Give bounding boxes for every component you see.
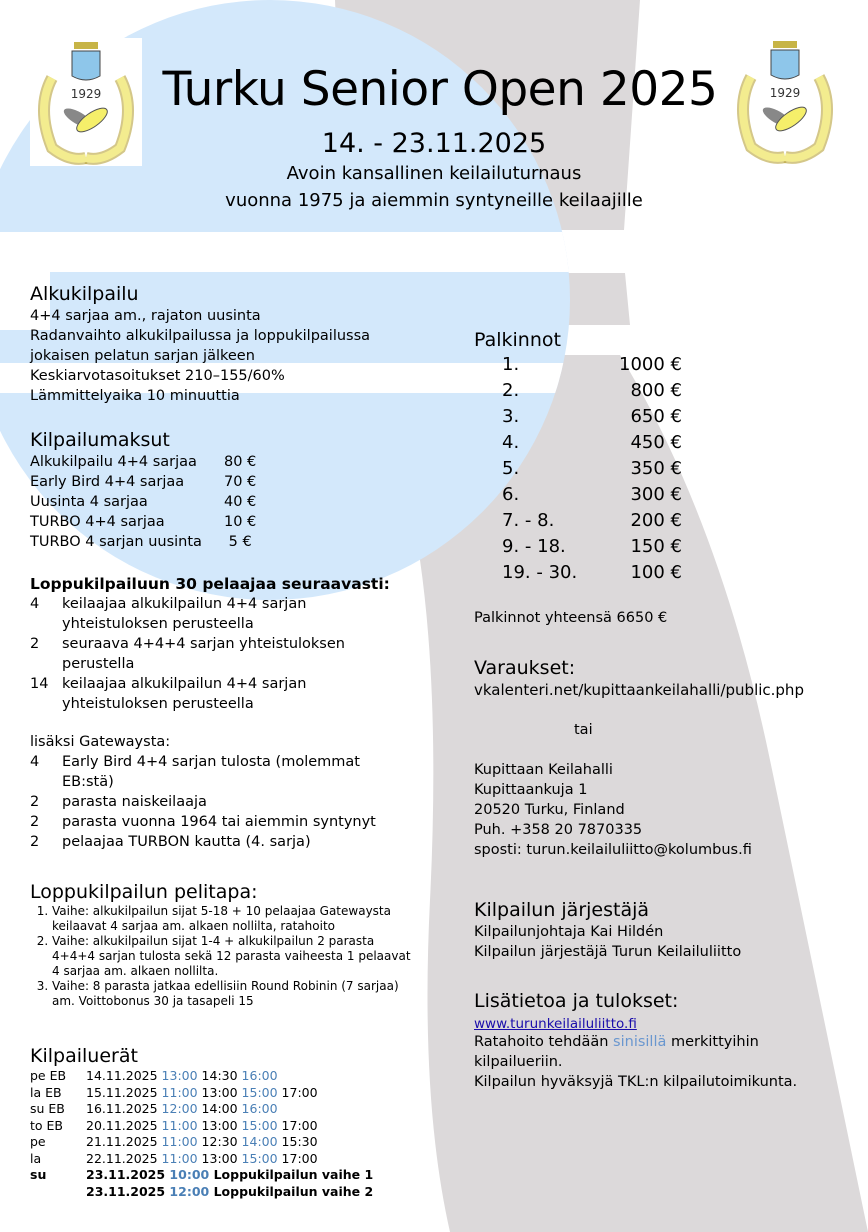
schedule-time-lane-care: 11:00 bbox=[157, 1084, 198, 1100]
subtitle-2: vuonna 1975 ja aiemmin syntyneille keilaajille bbox=[225, 190, 643, 211]
schedule-time-lane-care: 16:00 bbox=[237, 1101, 278, 1116]
gateway-text: parasta naiskeilaaja bbox=[62, 794, 207, 810]
address-line: Kupittaan Keilahalli bbox=[474, 762, 613, 778]
gateway-count: 2 bbox=[30, 834, 40, 850]
schedule-date: 23.11.2025 bbox=[86, 1167, 166, 1182]
prize-place: 4. bbox=[502, 432, 520, 453]
schedule-time: 15:30 bbox=[277, 1134, 318, 1149]
schedule-day: su bbox=[30, 1167, 47, 1182]
qualifier-row bbox=[30, 674, 450, 714]
schedule-time: 13:00 bbox=[197, 1117, 238, 1133]
prize-amount: 300 € bbox=[630, 484, 682, 505]
prize-place: 9. - 18. bbox=[502, 536, 566, 557]
loppukilpailuun-heading: Loppukilpailuun 30 pelaajaa seuraavasti: bbox=[30, 575, 390, 593]
prize-amount: 650 € bbox=[630, 406, 682, 427]
pelitapa-heading: Loppukilpailun pelitapa: bbox=[30, 881, 258, 903]
lisatietoa-section bbox=[474, 989, 854, 1092]
schedule-day bbox=[30, 1184, 86, 1201]
fee-row bbox=[30, 452, 450, 472]
kilpailuerat-heading: Kilpailuerät bbox=[30, 1045, 138, 1067]
qualifier-count: 14 bbox=[30, 676, 49, 692]
fee-price: 5 € bbox=[224, 534, 252, 550]
alkukilpailu-heading: Alkukilpailu bbox=[30, 283, 139, 305]
schedule-row bbox=[30, 1167, 450, 1184]
fee-label: Alkukilpailu 4+4 sarjaa bbox=[30, 454, 197, 470]
schedule-time-lane-care: 11:00 bbox=[157, 1117, 198, 1133]
prize-amount: 100 € bbox=[630, 562, 682, 583]
schedule-row bbox=[30, 1151, 450, 1168]
qualifier-text: seuraava 4+4+4 sarjan yhteistuloksen perustella bbox=[62, 636, 345, 672]
schedule-date: 20.11.2025 bbox=[86, 1117, 158, 1133]
fee-label: TURBO 4 sarjan uusinta bbox=[30, 534, 202, 550]
prize-row bbox=[474, 404, 854, 430]
prize-amount: 1000 € bbox=[619, 354, 682, 375]
qualifier-row bbox=[30, 634, 450, 674]
prize-row bbox=[474, 534, 854, 560]
prize-place: 6. bbox=[502, 484, 520, 505]
subtitle-1: Avoin kansallinen keilailuturnaus bbox=[286, 163, 582, 184]
prize-row bbox=[474, 352, 854, 378]
fee-label: Uusinta 4 sarjaa bbox=[30, 494, 148, 510]
gateway-text: pelaajaa TURBON kautta (4. sarja) bbox=[62, 834, 311, 850]
schedule-row bbox=[30, 1118, 450, 1135]
prize-list bbox=[474, 352, 854, 586]
pelitapa-item: 1. Vaihe: alkukilpailun sijat 5-18 + 10 pelaajaa Gatewaysta keilaavat 4 sarjaa am. alkaen nollilta, ratahoito bbox=[52, 904, 420, 934]
schedule-date: 23.11.2025 bbox=[86, 1183, 166, 1199]
ratahoito-note: Ratahoito tehdään sinisillä merkittyihin bbox=[474, 1034, 759, 1050]
fee-price: 40 € bbox=[224, 494, 257, 510]
schedule-day: la EB bbox=[30, 1084, 62, 1100]
prize-place: 3. bbox=[502, 406, 520, 427]
prize-amount: 200 € bbox=[630, 510, 682, 531]
schedule-day: to EB bbox=[30, 1117, 63, 1133]
prize-place: 1. bbox=[502, 354, 520, 375]
or-label: tai bbox=[574, 722, 593, 738]
prize-amount: 150 € bbox=[630, 536, 682, 557]
svg-text:1929: 1929 bbox=[769, 86, 801, 100]
schedule-row bbox=[30, 1184, 450, 1201]
pelitapa-section bbox=[30, 880, 420, 1009]
alkukilpailu-line: 4+4 sarjaa am., rajaton uusinta bbox=[30, 308, 261, 324]
schedule-day: pe EB bbox=[30, 1068, 67, 1083]
prize-row bbox=[474, 560, 854, 586]
alkukilpailu-line: jokaisen pelatun sarjan jälkeen bbox=[30, 348, 255, 364]
schedule-time-lane-care: 11:00 bbox=[157, 1134, 198, 1149]
fee-price: 80 € bbox=[224, 454, 257, 470]
schedule-time: 17:00 bbox=[277, 1150, 318, 1166]
fee-row bbox=[30, 512, 450, 532]
booking-url[interactable]: vkalenteri.net/kupittaankeilahalli/public.php bbox=[474, 681, 804, 699]
prize-total: Palkinnot yhteensä 6650 € bbox=[474, 610, 668, 626]
blue-highlight-word: sinisillä bbox=[613, 1034, 667, 1050]
schedule-row bbox=[30, 1085, 450, 1102]
schedule-row bbox=[30, 1134, 450, 1151]
pelitapa-item: 2. Vaihe: alkukilpailun sijat 1-4 + alkukilpailun 2 parasta 4+4+4 sarjan tulosta sekä 12 parasta vaiheesta 1 pelaavat 4 sarjaa am. alkaen nollilta. bbox=[52, 934, 420, 979]
schedule-time-lane-care: 15:00 bbox=[237, 1084, 278, 1100]
schedule-time: 14:00 bbox=[197, 1101, 238, 1116]
schedule-time: Loppukilpailun vaihe 2 bbox=[209, 1183, 374, 1199]
alkukilpailu-line: Keskiarvotasoitukset 210–155/60% bbox=[30, 368, 285, 384]
fee-row bbox=[30, 492, 450, 512]
schedule-time-lane-care: 11:00 bbox=[157, 1150, 198, 1166]
qualifier-count: 2 bbox=[30, 636, 40, 652]
approval-note: Kilpailun hyväksyjä TKL:n kilpailutoimikunta. bbox=[474, 1074, 798, 1090]
schedule-time: 13:00 bbox=[197, 1150, 238, 1166]
alkukilpailu-line: Lämmittelyaika 10 minuuttia bbox=[30, 388, 240, 404]
gateway-count: 4 bbox=[30, 754, 40, 770]
schedule-day: la bbox=[30, 1150, 42, 1166]
qualifier-text: keilaajaa alkukilpailun 4+4 sarjan yhteistuloksen perusteella bbox=[62, 676, 307, 712]
prize-amount: 800 € bbox=[630, 380, 682, 401]
kilpailumaksut-heading: Kilpailumaksut bbox=[30, 429, 170, 451]
organizer-line: Kilpailun järjestäjä Turun Keilailuliitto bbox=[474, 944, 742, 960]
prize-place: 5. bbox=[502, 458, 520, 479]
schedule-time: 14:30 bbox=[197, 1068, 238, 1083]
jarjestaja-section bbox=[474, 898, 854, 962]
schedule-time-lane-care: 12:00 bbox=[165, 1183, 210, 1199]
schedule-time-lane-care: 16:00 bbox=[237, 1068, 278, 1083]
address-line: Kupittaankuja 1 bbox=[474, 782, 588, 798]
gateway-row bbox=[30, 752, 450, 792]
gateway-count: 2 bbox=[30, 794, 40, 810]
gateway-text: parasta vuonna 1964 tai aiemmin syntynyt bbox=[62, 814, 376, 830]
schedule-row bbox=[30, 1068, 450, 1085]
fee-row bbox=[30, 472, 450, 492]
schedule-date: 15.11.2025 bbox=[86, 1084, 158, 1100]
kilpailumaksut-section bbox=[30, 428, 450, 552]
schedule-time-lane-care: 15:00 bbox=[237, 1117, 278, 1133]
kilpailuerat-section bbox=[30, 1044, 450, 1200]
qualifier-row bbox=[30, 594, 450, 634]
schedule-time-lane-care: 13:00 bbox=[157, 1068, 198, 1083]
pelitapa-item: 3. Vaihe: 8 parasta jatkaa edellisiin Round Robinin (7 sarjaa) am. Voittobonus 30 ja tasapeli 15 bbox=[52, 979, 420, 1009]
prize-amount: 350 € bbox=[630, 458, 682, 479]
fee-row bbox=[30, 532, 450, 552]
loppukilpailuun-section bbox=[30, 574, 450, 852]
address-line: 20520 Turku, Finland bbox=[474, 802, 625, 818]
event-dates: 14. - 23.11.2025 bbox=[321, 128, 547, 159]
jarjestaja-heading: Kilpailun järjestäjä bbox=[474, 899, 650, 921]
schedule-time-lane-care: 12:00 bbox=[157, 1101, 198, 1116]
phone-line: Puh. +358 20 7870335 bbox=[474, 822, 643, 838]
palkinnot-heading: Palkinnot bbox=[474, 329, 561, 351]
schedule-time: 12:30 bbox=[197, 1134, 238, 1149]
schedule-time: 13:00 bbox=[197, 1084, 238, 1100]
varaukset-section bbox=[474, 656, 854, 860]
palkinnot-section bbox=[474, 328, 854, 628]
prize-row bbox=[474, 430, 854, 456]
schedule-row bbox=[30, 1101, 450, 1118]
varaukset-heading: Varaukset: bbox=[474, 657, 576, 679]
qualifier-text: keilaajaa alkukilpailun 4+4 sarjan yhteistuloksen perusteella bbox=[62, 596, 307, 632]
schedule-time-lane-care: 10:00 bbox=[165, 1167, 210, 1182]
schedule-date: 22.11.2025 bbox=[86, 1150, 158, 1166]
schedule-day: su EB bbox=[30, 1101, 65, 1116]
schedule-time: 17:00 bbox=[277, 1117, 318, 1133]
qualifier-count: 4 bbox=[30, 596, 40, 612]
website-link[interactable]: www.turunkeilailuliitto.fi bbox=[474, 1016, 637, 1032]
gateway-count: 2 bbox=[30, 814, 40, 830]
prize-place: 7. - 8. bbox=[502, 510, 555, 531]
lisatietoa-heading: Lisätietoa ja tulokset: bbox=[474, 990, 679, 1012]
page-title: Turku Senior Open 2025 bbox=[162, 62, 718, 117]
alkukilpailu-section bbox=[30, 282, 450, 406]
schedule-day: pe bbox=[30, 1134, 46, 1149]
gateway-heading: lisäksi Gatewaysta: bbox=[30, 734, 171, 750]
prize-amount: 450 € bbox=[630, 432, 682, 453]
schedule-table bbox=[30, 1068, 450, 1200]
svg-text:1929: 1929 bbox=[70, 87, 102, 101]
gateway-row bbox=[30, 812, 450, 832]
email-line[interactable]: sposti: turun.keilailuliitto@kolumbus.fi bbox=[474, 842, 752, 858]
schedule-time-lane-care: 15:00 bbox=[237, 1150, 278, 1166]
fee-label: Early Bird 4+4 sarjaa bbox=[30, 474, 185, 490]
ratahoito-note-line2: kilpailueriin. bbox=[474, 1054, 563, 1070]
schedule-time: Loppukilpailun vaihe 1 bbox=[209, 1167, 374, 1182]
director-line: Kilpailunjohtaja Kai Hildén bbox=[474, 924, 664, 940]
fee-price: 10 € bbox=[224, 514, 257, 530]
gateway-row bbox=[30, 792, 450, 812]
prize-row bbox=[474, 456, 854, 482]
gateway-row bbox=[30, 832, 450, 852]
prize-row bbox=[474, 508, 854, 534]
schedule-date: 21.11.2025 bbox=[86, 1134, 158, 1149]
alkukilpailu-line: Radanvaihto alkukilpailussa ja loppukilpailussa bbox=[30, 328, 371, 344]
schedule-date: 16.11.2025 bbox=[86, 1101, 158, 1116]
schedule-date: 14.11.2025 bbox=[86, 1068, 158, 1083]
prize-row bbox=[474, 378, 854, 404]
fee-price: 70 € bbox=[224, 474, 257, 490]
fee-label: TURBO 4+4 sarjaa bbox=[30, 514, 165, 530]
schedule-time: 17:00 bbox=[277, 1084, 318, 1100]
schedule-time-lane-care: 14:00 bbox=[237, 1134, 278, 1149]
prize-place: 19. - 30. bbox=[502, 562, 578, 583]
gateway-text: Early Bird 4+4 sarjan tulosta (molemmat EB:stä) bbox=[62, 754, 360, 790]
prize-place: 2. bbox=[502, 380, 520, 401]
prize-row bbox=[474, 482, 854, 508]
